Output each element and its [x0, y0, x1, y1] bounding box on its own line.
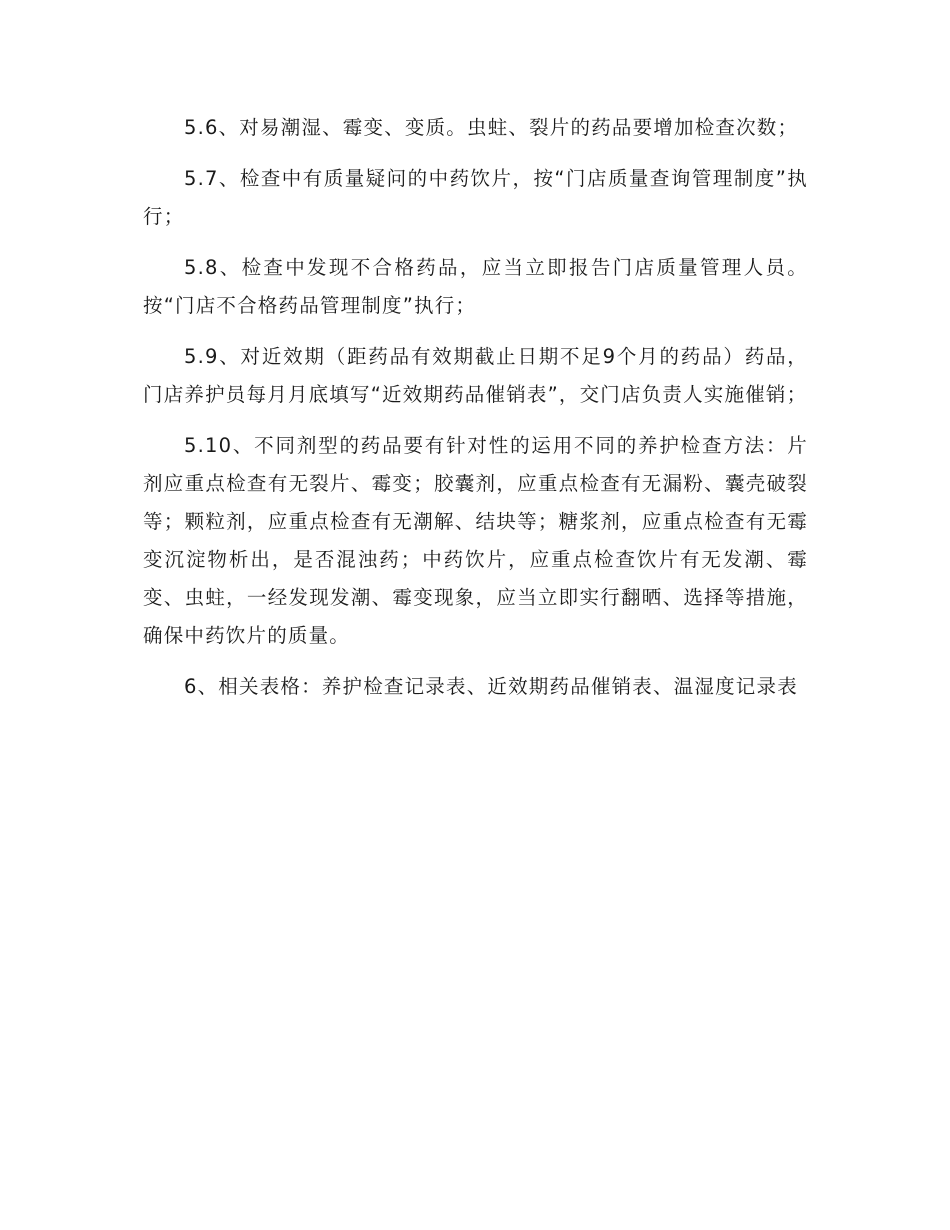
- paragraph-5-9: 5.9、对近效期（距药品有效期截止日期不足9个月的药品）药品，门店养护员每月月底填写“近效期药品催销表”，交门店负责人实施催销；: [143, 345, 808, 406]
- document-body: [143, 109, 808, 719]
- paragraph-5-6: 5.6、对易潮湿、霉变、变质。虫蛀、裂片的药品要增加检查次数；: [184, 116, 799, 139]
- paragraph-6: 6、相关表格：养护检查记录表、近效期药品催销表、温湿度记录表: [184, 675, 798, 698]
- paragraph-5-10: 5.10、不同剂型的药品要有针对性的运用不同的养护检查方法：片剂应重点检查有无裂片、霉变；胶囊剂，应重点检查有无漏粉、囊壳破裂等；颗粒剂，应重点检查有无潮解、结块等；糖浆剂，应重点检查有无霉变沉淀物析出，是否混浊药；中药饮片，应重点检查饮片有无发潮、霉变、虫蛀，一经发现发潮、霉变现象，应当立即实行翻晒、选择等措施，确保中药饮片的质量。: [143, 434, 808, 647]
- paragraph-5-7: 5.7、检查中有质量疑问的中药饮片，按“门店质量查询管理制度”执行；: [143, 167, 808, 228]
- paragraph-5-8: 5.8、检查中发现不合格药品，应当立即报告门店质量管理人员。按“门店不合格药品管理制度”执行；: [143, 256, 808, 317]
